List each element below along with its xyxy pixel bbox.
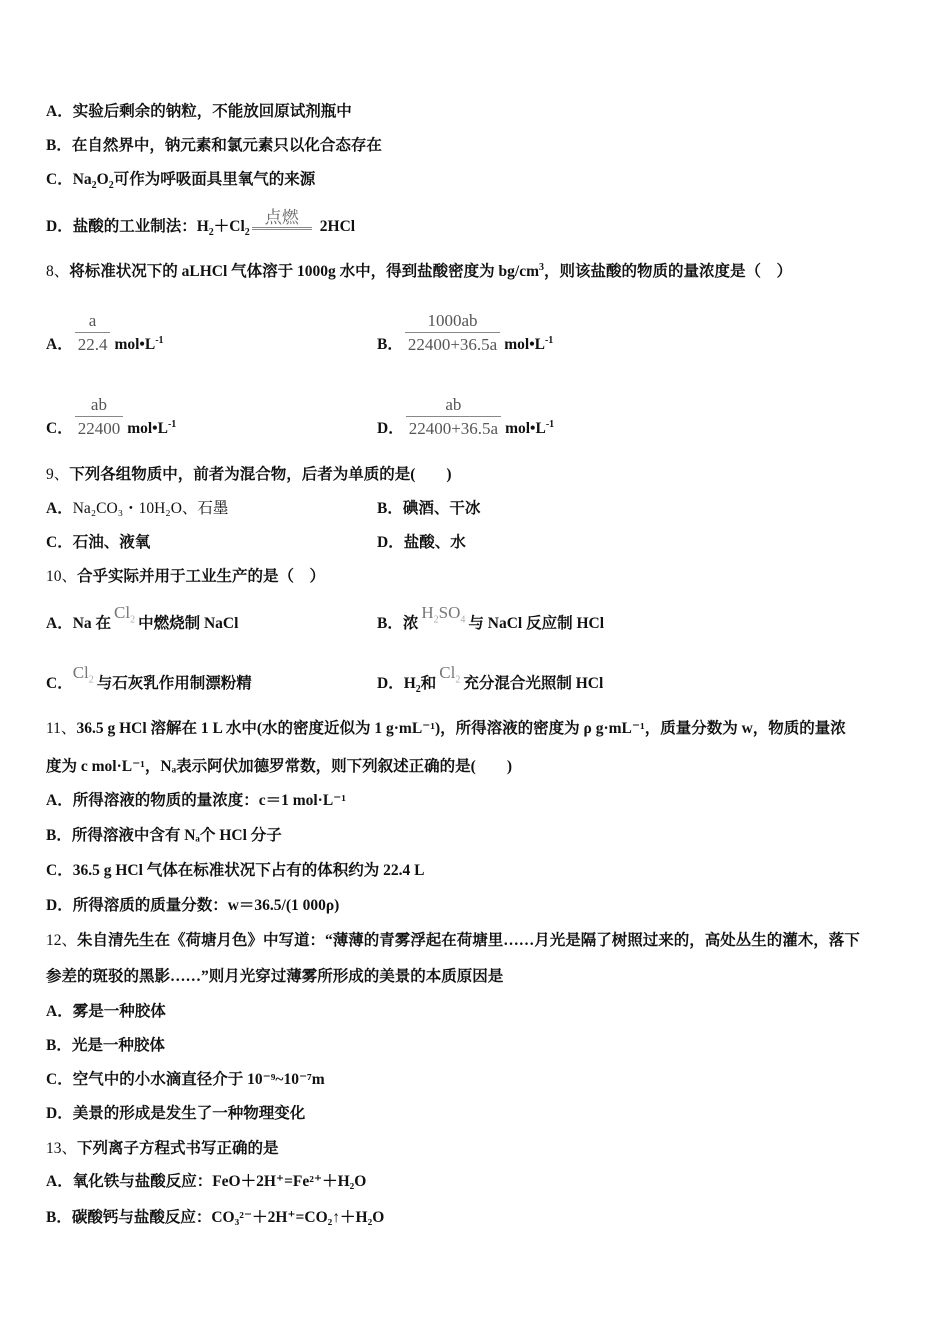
q8-option-b [377, 311, 554, 369]
subscript: 2 [108, 180, 114, 192]
numerator: ab [90, 395, 107, 414]
q11-option-d [46, 896, 339, 916]
unit: mol•L [114, 336, 156, 354]
q7-option-a [46, 102, 352, 122]
question-text: 36.5 g HCl 溶解在 1 L 水中(水的密度近似为 1 g·mL⁻¹)，所得溶液的密度为 ρ g·mL⁻¹，质量分数为 w，物质的量浓 [76, 720, 846, 737]
option-label: C． [46, 171, 73, 188]
q9-stem [46, 465, 452, 485]
option-text: 光是一种胶体 [71, 1037, 165, 1054]
option-label: D． [377, 534, 404, 551]
formula: Na [72, 171, 92, 188]
q12-stem [46, 931, 860, 951]
option-label: A． [46, 103, 73, 120]
q12-option-b [46, 1036, 165, 1056]
reaction-arrow [252, 209, 312, 230]
q11-option-a [46, 791, 346, 811]
q10-option-a [46, 603, 239, 634]
option-text: 中燃烧制 NaCl [138, 615, 239, 632]
option-text: Na₂CO₃・10H₂O、石墨 [72, 500, 229, 517]
superscript: -1 [155, 334, 164, 346]
subscript: 2 [208, 227, 214, 239]
option-label: D． [377, 420, 404, 438]
option-label: B． [377, 615, 403, 632]
q10-option-d [377, 663, 604, 696]
option-text: 可作为呼吸面具里氧气的来源 [113, 171, 316, 188]
option-text: 实验后剩余的钠粒，不能放回原试剂瓶中 [72, 103, 352, 120]
formula-text: SO [438, 603, 461, 622]
denominator: 22.4 [75, 332, 111, 357]
q9-option-d [377, 533, 466, 553]
fraction [75, 394, 124, 441]
option-text: 碘酒、干冰 [402, 500, 481, 517]
subscript: 2 [455, 674, 461, 686]
question-text: 下列离子方程式书写正确的是 [77, 1140, 279, 1157]
formula [114, 603, 136, 626]
subscript: 2 [130, 614, 136, 626]
q7-option-c [46, 170, 315, 190]
numerator: 1000ab [427, 311, 478, 330]
subscript: 2 [88, 674, 94, 686]
option-label: B． [377, 500, 403, 517]
option-label: D． [46, 897, 73, 914]
subscript: 2 [433, 614, 439, 626]
option-label: C． [46, 675, 73, 692]
q9-option-a [46, 499, 228, 519]
question-number: 11、 [46, 720, 77, 737]
superscript: -1 [167, 418, 177, 430]
option-label: B． [46, 1209, 72, 1226]
question-text: 将标准状况下的 aLHCl 气体溶于 1000g 水中，得到盐酸密度为 bg/cm [69, 263, 540, 280]
option-label: A． [46, 615, 73, 632]
equals-sign [252, 227, 312, 230]
option-text: 碳酸钙与盐酸反应：CO₃²⁻＋2H⁺=CO₂↑＋H₂O [71, 1209, 385, 1226]
unit: mol•L [504, 336, 545, 354]
option-label: B． [46, 137, 72, 154]
option-text: 雾是一种胶体 [72, 1003, 166, 1020]
reaction-condition: 点燃 [264, 208, 299, 227]
q11-option-b [46, 826, 282, 846]
q7-option-d [46, 208, 356, 239]
q8-option-a [46, 311, 164, 369]
option-label: C． [46, 862, 73, 879]
unit: mol•L [505, 420, 546, 438]
option-text: 36.5 g HCl 气体在标准状况下占有的体积约为 22.4 L [72, 862, 425, 879]
q12-option-d [46, 1104, 305, 1124]
option-label: A． [46, 336, 73, 354]
subscript: 2 [91, 180, 97, 192]
option-text: 所得溶液的物质的量浓度：c＝1 mol·L⁻¹ [72, 792, 347, 809]
option-text: 所得溶液中含有 Nₐ个 HCl 分子 [71, 827, 282, 844]
option-text: 石油、液氧 [72, 534, 151, 551]
fraction [75, 310, 111, 357]
option-label: A． [46, 1173, 73, 1190]
question-number: 9、 [46, 466, 70, 483]
superscript: -1 [545, 418, 555, 430]
question-text: ，则该盐酸的物质的量浓度是（ ） [544, 263, 793, 280]
option-text: 在自然界中，钠元素和氯元素只以化合态存在 [71, 137, 382, 154]
option-label: A． [46, 792, 73, 809]
option-text: 所得溶质的质量分数：w＝36.5/(1 000ρ) [72, 897, 340, 914]
option-label: A． [46, 500, 73, 517]
question-number: 10、 [46, 568, 78, 585]
option-label: C． [46, 420, 73, 438]
q7-option-b [46, 136, 382, 156]
option-text: 与 NaCl 反应制 HCl [468, 615, 605, 632]
question-text: 合乎实际并用于工业生产的是（ ） [77, 568, 326, 585]
question-text: 下列各组物质中，前者为混合物，后者为单质的是( ) [69, 466, 452, 483]
subscript: 2 [415, 684, 421, 696]
q10-stem [46, 567, 325, 587]
q10-option-c [46, 663, 252, 694]
q12-option-c [46, 1070, 325, 1090]
q13-option-a [46, 1172, 366, 1192]
option-label: B． [377, 336, 403, 354]
q13-stem [46, 1139, 279, 1159]
fraction [405, 310, 500, 357]
subscript: 4 [460, 614, 466, 626]
option-label: B． [46, 1037, 72, 1054]
q11-stem [46, 719, 846, 739]
formula [72, 663, 94, 686]
formula: O [96, 171, 109, 188]
option-label: C． [46, 534, 73, 551]
option-text: 盐酸的工业制法：H [72, 218, 209, 236]
q11-option-c [46, 861, 424, 881]
q12-option-a [46, 1002, 166, 1022]
question-number: 13、 [46, 1140, 78, 1157]
option-text: 美景的形成是发生了一种物理变化 [72, 1105, 306, 1122]
formula [421, 603, 466, 626]
q10-option-b [377, 603, 605, 634]
q9-option-c [46, 533, 150, 553]
fraction [406, 394, 501, 441]
formula [439, 663, 461, 686]
q8-option-c [46, 395, 177, 453]
option-label: D． [46, 218, 73, 236]
question-number: 8、 [46, 263, 70, 280]
option-text: 氧化铁与盐酸反应：FeO＋2H⁺=Fe²⁺＋H₂O [72, 1173, 367, 1190]
q8-option-d [377, 395, 555, 453]
q9-option-b [377, 499, 480, 519]
product: 2HCl [319, 218, 356, 236]
formula: H [403, 675, 416, 692]
option-text: 空气中的小水滴直径介于 10⁻⁹~10⁻⁷m [72, 1071, 325, 1088]
superscript: -1 [544, 334, 554, 346]
option-label: D． [46, 1105, 73, 1122]
option-label: D． [377, 675, 404, 692]
option-text: 充分混合光照制 HCl [463, 675, 604, 692]
q11-stem-line2: 度为 c mol·L⁻¹，Nₐ表示阿伏加德罗常数，则下列叙述正确的是( ) [46, 758, 512, 775]
option-text: 和 [420, 675, 437, 692]
question-number: 12、 [46, 932, 78, 949]
option-text: 与石灰乳作用制漂粉精 [96, 675, 252, 692]
numerator: a [88, 311, 97, 330]
q13-option-b [46, 1208, 384, 1228]
option-text: 浓 [402, 615, 419, 632]
option-text: Na 在 [72, 615, 112, 632]
option-label: A． [46, 1003, 73, 1020]
denominator: 22400+36.5a [406, 416, 501, 441]
option-text: 盐酸、水 [403, 534, 466, 551]
denominator: 22400+36.5a [405, 332, 500, 357]
formula: ＋Cl [213, 218, 245, 236]
subscript: 2 [244, 227, 250, 239]
numerator: ab [445, 395, 462, 414]
formula-text: Cl [72, 663, 89, 682]
formula-text: Cl [439, 663, 456, 682]
question-text: 朱自清先生在《荷塘月色》中写道：“薄薄的青雾浮起在荷塘里……月光是隔了树照过来的，高处丛生的灌木，落下 [77, 932, 860, 949]
denominator: 22400 [75, 416, 124, 441]
option-label: B． [46, 827, 72, 844]
q8-stem [46, 262, 792, 282]
q12-stem-line2: 参差的斑驳的黑影……”则月光穿过薄雾所形成的美景的本质原因是 [46, 968, 504, 985]
option-label: C． [46, 1071, 73, 1088]
formula-text: Cl [114, 603, 131, 622]
superscript: 3 [539, 261, 545, 273]
unit: mol•L [127, 420, 168, 438]
formula-text: H [421, 603, 434, 622]
